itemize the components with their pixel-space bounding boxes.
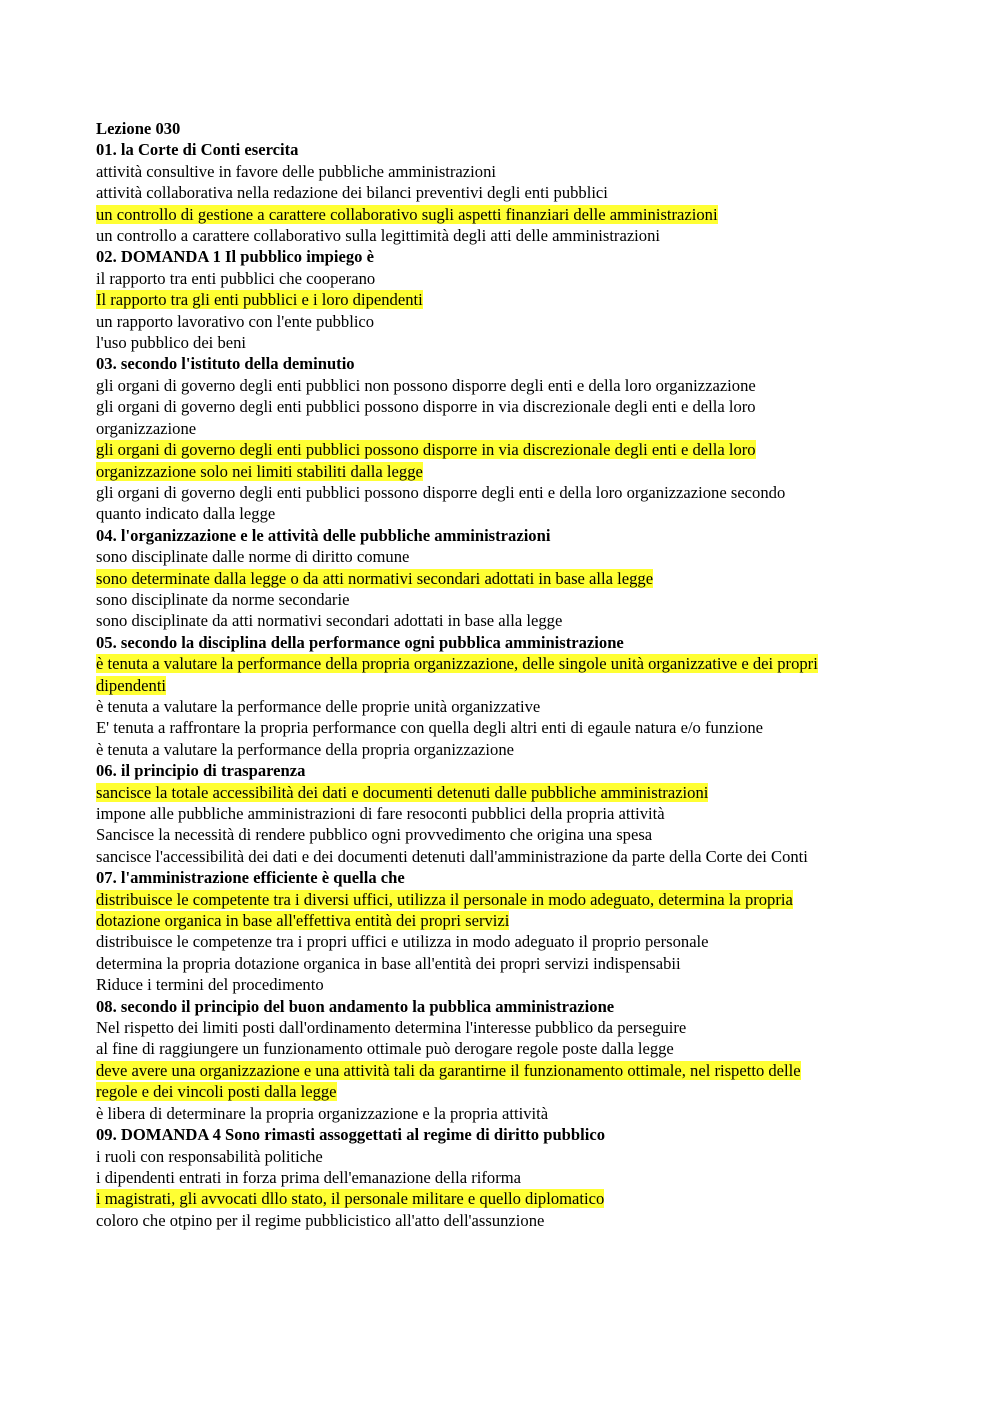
- highlighted-text: dipendenti: [96, 675, 167, 695]
- question-block: [96, 1124, 896, 1231]
- answer-text: attività collaborativa nella redazione dei bilanci preventivi degli enti pubblici: [96, 183, 608, 203]
- answer-text: al fine di raggiungere un funzionamento ottimale può derogare regole poste dalla legge: [96, 1039, 674, 1059]
- answer-line: [96, 225, 896, 246]
- question-title: 02. DOMANDA 1 Il pubblico impiego è: [96, 247, 374, 267]
- answer-line: [96, 182, 896, 203]
- question-block: [96, 525, 896, 632]
- question-title: 06. il principio di trasparenza: [96, 761, 306, 781]
- answer-text: è tenuta a valutare la performance della propria organizzazione: [96, 739, 514, 759]
- question-title: 09. DOMANDA 4 Sono rimasti assoggettati al regime di diritto pubblico: [96, 1125, 606, 1145]
- highlighted-text: regole e dei vincoli posti dalla legge: [96, 1082, 337, 1102]
- lesson-title: Lezione 030: [96, 119, 181, 138]
- highlighted-text: è tenuta a valutare la performance della propria organizzazione, delle singole unità organizzative e dei propri: [96, 654, 818, 674]
- answer-line: [96, 1167, 896, 1188]
- correct-answer-line: [96, 289, 896, 310]
- answer-text: il rapporto tra enti pubblici che cooperano: [96, 268, 376, 288]
- answer-text: i ruoli con responsabilità politiche: [96, 1146, 323, 1166]
- question-title: 07. l'amministrazione efficiente è quella che: [96, 868, 405, 888]
- answer-text: sono disciplinate da atti normativi secondari adottati in base alla legge: [96, 611, 563, 631]
- question-list: [96, 139, 896, 1231]
- answer-text: gli organi di governo degli enti pubblici possono disporre degli enti e della loro organizzazione secondo: [96, 482, 786, 502]
- answer-line: [96, 739, 896, 760]
- correct-answer-line: [96, 204, 896, 225]
- document-page: [96, 118, 896, 1231]
- answer-text: quanto indicato dalla legge: [96, 504, 276, 524]
- correct-answer-line: [96, 910, 896, 931]
- answer-line: [96, 332, 896, 353]
- answer-text: sancisce l'accessibilità dei dati e dei documenti detenuti dall'amministrazione da parte della Corte dei Conti: [96, 846, 808, 866]
- correct-answer-line: [96, 439, 896, 460]
- correct-answer-line: [96, 675, 896, 696]
- answer-text: organizzazione: [96, 418, 197, 438]
- correct-answer-line: [96, 782, 896, 803]
- question-block: [96, 867, 896, 995]
- answer-text: sono disciplinate dalle norme di diritto comune: [96, 547, 410, 567]
- highlighted-text: distribuisce le competente tra i diversi uffici, utilizza il personale in modo adeguato, determina la propria: [96, 889, 793, 909]
- answer-line: [96, 953, 896, 974]
- answer-line: [96, 931, 896, 952]
- answer-line: [96, 396, 896, 417]
- highlighted-text: dotazione organica in base all'effettiva entità dei propri servizi: [96, 911, 510, 931]
- answer-line: [96, 503, 896, 524]
- question-title: 05. secondo la disciplina della performance ogni pubblica amministrazione: [96, 632, 624, 652]
- answer-line: [96, 268, 896, 289]
- question-block: [96, 139, 896, 246]
- answer-line: [96, 589, 896, 610]
- correct-answer-line: [96, 889, 896, 910]
- correct-answer-line: [96, 461, 896, 482]
- answer-text: attività consultive in favore delle pubbliche amministrazioni: [96, 161, 496, 181]
- question-title: 08. secondo il principio del buon andamento la pubblica amministrazione: [96, 996, 615, 1016]
- correct-answer-line: [96, 1188, 896, 1209]
- answer-line: [96, 311, 896, 332]
- answer-text: determina la propria dotazione organica in base all'entità dei propri servizi indispensabii: [96, 953, 681, 973]
- answer-text: Nel rispetto dei limiti posti dall'ordinamento determina l'interesse pubblico da perseguire: [96, 1018, 687, 1038]
- answer-line: [96, 610, 896, 631]
- answer-line: [96, 418, 896, 439]
- highlighted-text: Il rapporto tra gli enti pubblici e i loro dipendenti: [96, 290, 423, 310]
- highlighted-text: sono determinate dalla legge o da atti normativi secondari adottati in base alla legge: [96, 568, 654, 588]
- answer-line: [96, 974, 896, 995]
- highlighted-text: i magistrati, gli avvocati dllo stato, il personale militare e quello diplomatico: [96, 1189, 605, 1209]
- answer-line: [96, 1038, 896, 1059]
- answer-text: i dipendenti entrati in forza prima dell'emanazione della riforma: [96, 1167, 522, 1187]
- highlighted-text: gli organi di governo degli enti pubblici possono disporre in via discrezionale degli enti e della loro: [96, 440, 756, 460]
- answer-line: [96, 824, 896, 845]
- answer-line: [96, 1146, 896, 1167]
- correct-answer-line: [96, 568, 896, 589]
- answer-line: [96, 161, 896, 182]
- question-block: [96, 246, 896, 353]
- highlighted-text: sancisce la totale accessibilità dei dati e documenti detenuti dalle pubbliche amministrazioni: [96, 782, 709, 802]
- question-title: 04. l'organizzazione e le attività delle pubbliche amministrazioni: [96, 525, 551, 545]
- answer-text: Sancisce la necessità di rendere pubblico ogni provvedimento che origina una spesa: [96, 825, 653, 845]
- answer-line: [96, 375, 896, 396]
- answer-line: [96, 546, 896, 567]
- highlighted-text: deve avere una organizzazione e una attività tali da garantirne il funzionamento ottimale, nel rispetto delle: [96, 1060, 801, 1080]
- answer-text: l'uso pubblico dei beni: [96, 333, 247, 353]
- answer-text: E' tenuta a raffrontare la propria performance con quella degli altri enti di egaule natura e/o funzione: [96, 718, 764, 738]
- question-title: 03. secondo l'istituto della deminutio: [96, 354, 355, 374]
- answer-line: [96, 696, 896, 717]
- question-block: [96, 760, 896, 867]
- answer-text: coloro che otpino per il regime pubblicistico all'atto dell'assunzione: [96, 1210, 545, 1230]
- answer-text: gli organi di governo degli enti pubblici non possono disporre degli enti e della loro organizzazione: [96, 375, 756, 395]
- answer-text: impone alle pubbliche amministrazioni di fare resoconti pubblici della propria attività: [96, 804, 665, 823]
- answer-text: un controllo a carattere collaborativo sulla legittimità degli atti delle amministrazioni: [96, 226, 661, 246]
- correct-answer-line: [96, 1060, 896, 1081]
- correct-answer-line: [96, 1081, 896, 1102]
- answer-text: distribuisce le competenze tra i propri uffici e utilizza in modo adeguato il proprio personale: [96, 932, 709, 952]
- answer-line: [96, 717, 896, 738]
- question-block: [96, 353, 896, 524]
- question-block: [96, 632, 896, 760]
- answer-line: [96, 1103, 896, 1124]
- question-title: 01. la Corte di Conti esercita: [96, 140, 299, 160]
- answer-text: è tenuta a valutare la performance delle proprie unità organizzative: [96, 696, 541, 716]
- answer-line: [96, 1210, 896, 1231]
- answer-line: [96, 846, 896, 867]
- correct-answer-line: [96, 653, 896, 674]
- answer-line: [96, 482, 896, 503]
- highlighted-text: organizzazione solo nei limiti stabiliti dalla legge: [96, 461, 423, 481]
- answer-text: è libera di determinare la propria organizzazione e la propria attività: [96, 1103, 549, 1123]
- answer-line: [96, 1017, 896, 1038]
- answer-text: un rapporto lavorativo con l'ente pubblico: [96, 311, 375, 331]
- answer-text: Riduce i termini del procedimento: [96, 975, 324, 995]
- answer-text: gli organi di governo degli enti pubblici possono disporre in via discrezionale degli enti e della loro: [96, 397, 756, 417]
- highlighted-text: un controllo di gestione a carattere collaborativo sugli aspetti finanziari delle amministrazioni: [96, 204, 718, 224]
- answer-text: sono disciplinate da norme secondarie: [96, 589, 350, 609]
- answer-line: [96, 803, 896, 824]
- question-block: [96, 996, 896, 1124]
